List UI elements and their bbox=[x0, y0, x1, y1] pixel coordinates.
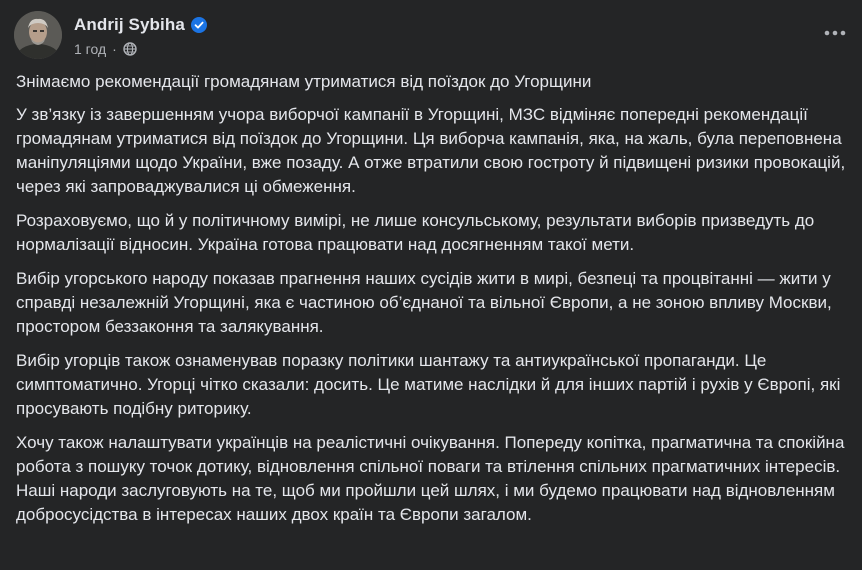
author-row bbox=[74, 14, 207, 36]
author-avatar[interactable] bbox=[14, 11, 62, 59]
post-headline: Знімаємо рекомендації громадянам утриматися від поїздок до Угорщини bbox=[16, 72, 592, 91]
post-paragraph: Хочу також налаштувати українців на реалістичні очікування. Попереду копітка, прагматична та спокійна робота з пошуку точок дотику, відновлення спільної поваги та втілення спільних прагматичних інтересів. Наші народи заслуговують на те, щоб ми пройшли цей шлях, і ми будемо працювати над відновленням добросусідства в інтересах наших двох країн та Європи загалом. bbox=[16, 433, 845, 524]
post-paragraph: У зв’язку із завершенням учора виборчої кампанії в Угорщині, МЗС відміняє попередні рекомендації громадянам утриматися від поїздок до Угорщини. Ця виборча кампанія, яка, на жаль, була переповнена маніпуляціями щодо України, вже позаду. А отже втратили свою гостроту й підвищені ризики провокацій, через які запроваджувалися ці обмеження. bbox=[16, 105, 846, 196]
avatar-photo bbox=[14, 11, 62, 59]
post-paragraph: Вибір угорців також ознаменував поразку політики шантажу та антиукраїнської пропаганди. Це симптоматично. Угорці чітко сказали: досить. Це матиме наслідки й для інших партій і рухів у Європі, які просувають подібну риторику. bbox=[16, 351, 841, 418]
globe-icon[interactable] bbox=[123, 42, 137, 56]
more-options-icon[interactable] bbox=[822, 20, 848, 46]
post-header bbox=[14, 10, 207, 60]
meta-separator: · bbox=[112, 40, 117, 57]
post-timestamp-row bbox=[74, 41, 207, 57]
verified-badge-icon bbox=[191, 17, 207, 33]
post-paragraph: Розраховуємо, що й у політичному вимірі, не лише консульському, результати виборів призведуть до нормалізації відносин. Україна готова працювати над досягненням такої мети. bbox=[16, 211, 815, 254]
author-name[interactable]: Andrij Sybiha bbox=[74, 14, 185, 34]
post-time[interactable]: 1 год bbox=[74, 40, 107, 57]
post-meta bbox=[74, 14, 207, 57]
post-text bbox=[16, 70, 852, 537]
post-paragraph: Вибір угорського народу показав прагнення наших сусідів жити в мирі, безпеці та процвітанні — жити у справді незалежній Угорщині, яка є частиною об’єднаної та вільної Європи, а не зоною впливу Москви, простором беззаконня та залякування. bbox=[16, 269, 832, 336]
